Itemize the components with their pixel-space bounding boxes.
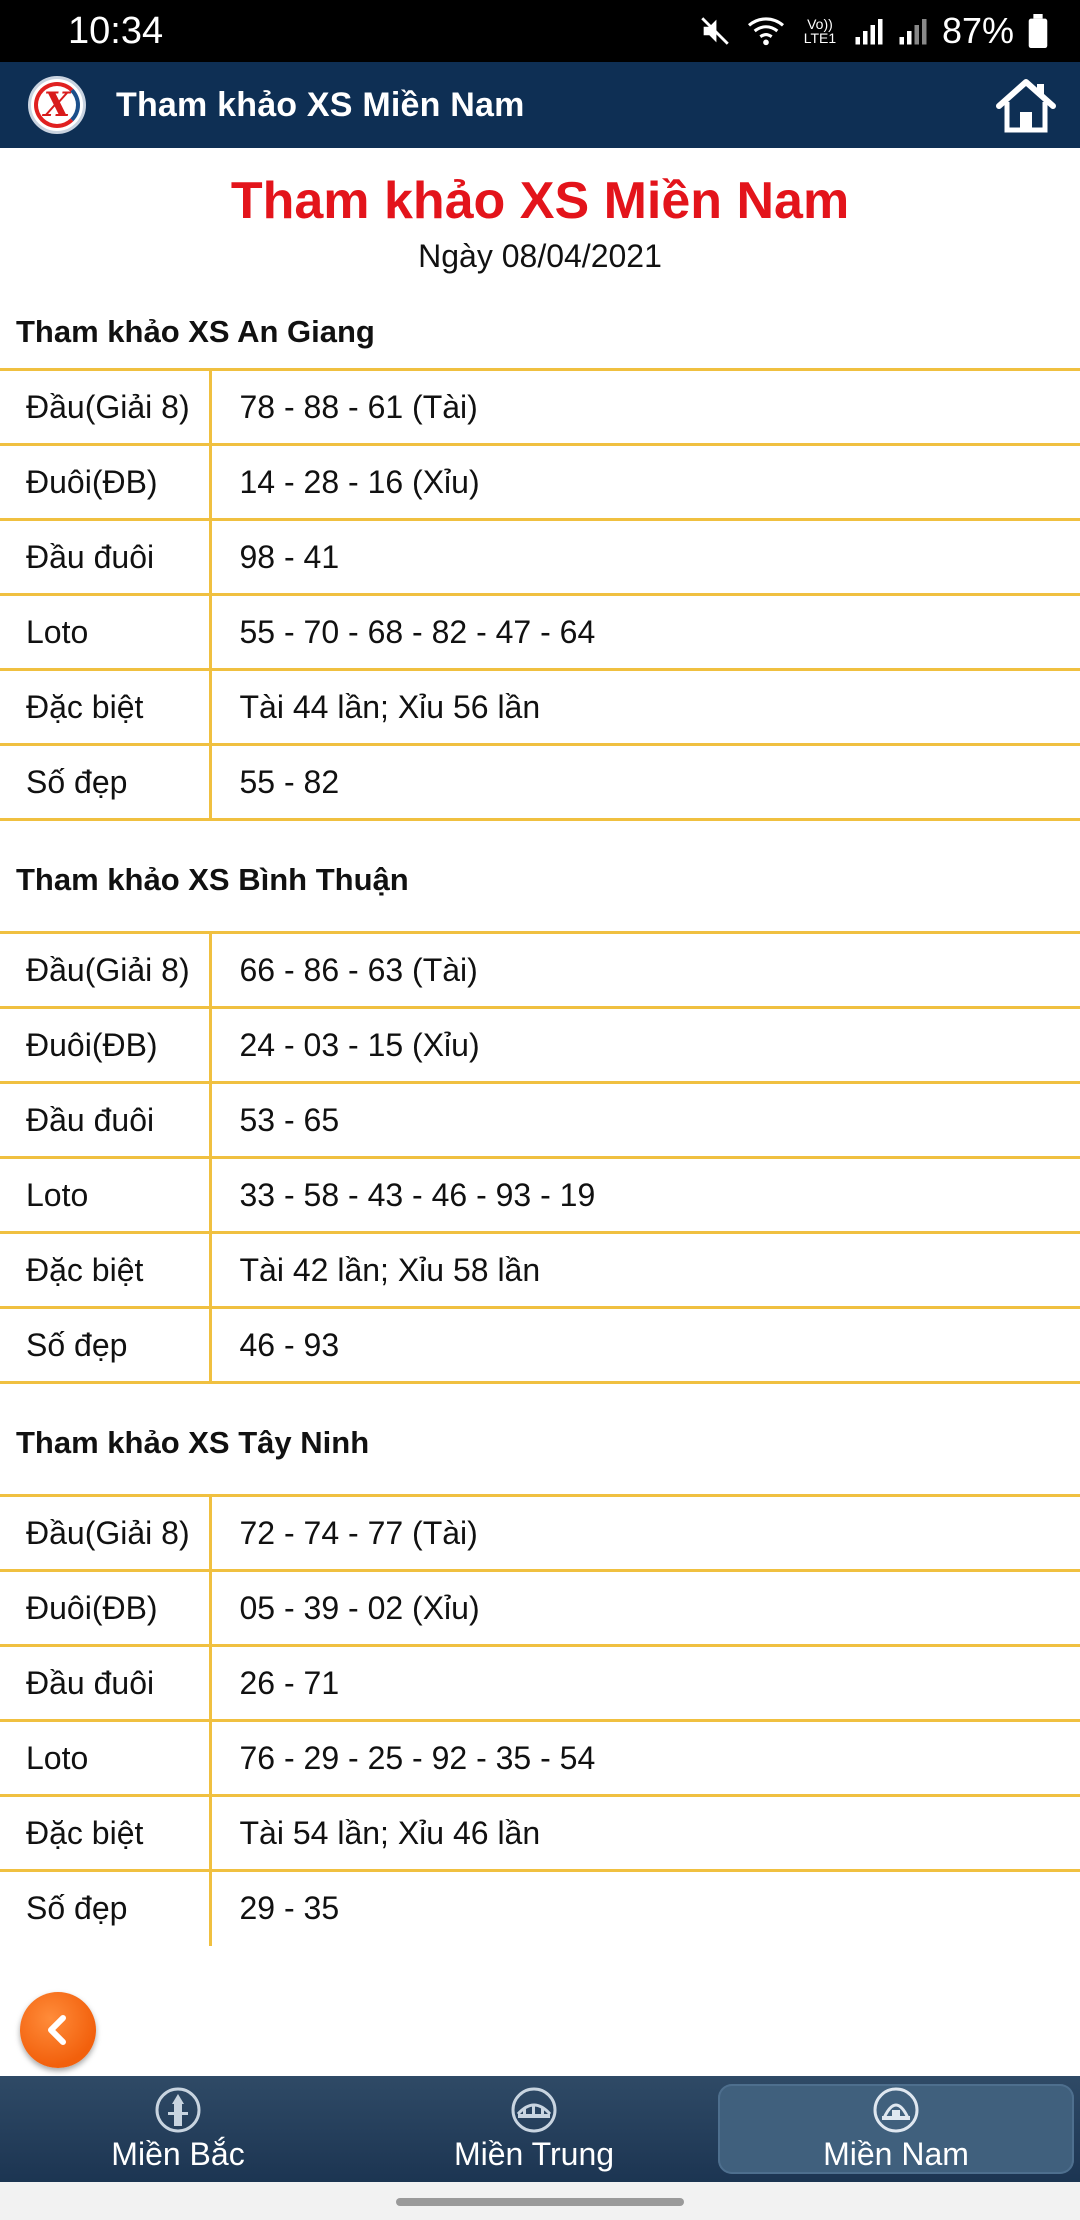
chevron-left-icon bbox=[38, 2010, 78, 2050]
table-row bbox=[0, 595, 1080, 670]
row-value: 76 - 29 - 25 - 92 - 35 - 54 bbox=[210, 1721, 1080, 1796]
row-label: Số đẹp bbox=[0, 745, 210, 820]
row-value: 55 - 82 bbox=[210, 745, 1080, 820]
central-region-icon bbox=[510, 2086, 558, 2134]
table-row bbox=[0, 520, 1080, 595]
row-value: 66 - 86 - 63 (Tài) bbox=[210, 933, 1080, 1008]
home-icon bbox=[995, 76, 1057, 134]
row-value: 05 - 39 - 02 (Xỉu) bbox=[210, 1571, 1080, 1646]
table-row bbox=[0, 933, 1080, 1008]
row-label: Loto bbox=[0, 595, 210, 670]
row-label: Đầu đuôi bbox=[0, 1646, 210, 1721]
table-row bbox=[0, 1008, 1080, 1083]
table-row bbox=[0, 445, 1080, 520]
row-value: 26 - 71 bbox=[210, 1646, 1080, 1721]
nav-mien-nam[interactable] bbox=[718, 2084, 1074, 2174]
app-header bbox=[0, 62, 1080, 148]
signal-2-icon bbox=[898, 16, 928, 46]
table-row bbox=[0, 1571, 1080, 1646]
table-row bbox=[0, 1233, 1080, 1308]
row-label: Đuôi(ĐB) bbox=[0, 1008, 210, 1083]
row-label: Đầu đuôi bbox=[0, 1083, 210, 1158]
row-label: Đặc biệt bbox=[0, 1796, 210, 1871]
row-label: Số đẹp bbox=[0, 1308, 210, 1383]
row-value: 55 - 70 - 68 - 82 - 47 - 64 bbox=[210, 595, 1080, 670]
row-value: 72 - 74 - 77 (Tài) bbox=[210, 1496, 1080, 1571]
status-icons bbox=[698, 10, 1048, 52]
section-title-binh-thuan: Tham khảo XS Bình Thuận bbox=[16, 862, 409, 897]
row-value: Tài 42 lần; Xỉu 58 lần bbox=[210, 1233, 1080, 1308]
row-label: Đuôi(ĐB) bbox=[0, 1571, 210, 1646]
row-value: 24 - 03 - 15 (Xỉu) bbox=[210, 1008, 1080, 1083]
row-label: Loto bbox=[0, 1158, 210, 1233]
results-table-an-giang bbox=[0, 368, 1080, 821]
battery-percent: 87% bbox=[941, 10, 1014, 51]
status-time: 10:34 bbox=[68, 9, 164, 52]
back-button[interactable] bbox=[20, 1992, 96, 2068]
nav-mien-bac[interactable] bbox=[0, 2076, 356, 2182]
row-label: Đầu đuôi bbox=[0, 520, 210, 595]
table-row bbox=[0, 670, 1080, 745]
table-row bbox=[0, 1646, 1080, 1721]
nav-label: Miền Bắc bbox=[111, 2135, 245, 2172]
battery-icon bbox=[1028, 14, 1048, 48]
home-button[interactable] bbox=[992, 71, 1060, 139]
app-title: Tham khảo XS Miền Nam bbox=[116, 85, 525, 124]
row-value: 33 - 58 - 43 - 46 - 93 - 19 bbox=[210, 1158, 1080, 1233]
row-value: 53 - 65 bbox=[210, 1083, 1080, 1158]
table-row bbox=[0, 1496, 1080, 1571]
row-value: Tài 44 lần; Xỉu 56 lần bbox=[210, 670, 1080, 745]
row-label: Đầu(Giải 8) bbox=[0, 370, 210, 445]
table-row bbox=[0, 1308, 1080, 1383]
section-title-tay-ninh: Tham khảo XS Tây Ninh bbox=[16, 1425, 370, 1460]
nav-label: Miền Trung bbox=[453, 2135, 615, 2172]
row-label: Số đẹp bbox=[0, 1871, 210, 1946]
row-value: 46 - 93 bbox=[210, 1308, 1080, 1383]
app-logo-icon: X bbox=[28, 76, 86, 134]
row-value: 29 - 35 bbox=[210, 1871, 1080, 1946]
row-value: Tài 54 lần; Xỉu 46 lần bbox=[210, 1796, 1080, 1871]
table-row bbox=[0, 1871, 1080, 1946]
gesture-area bbox=[0, 2182, 1080, 2220]
bottom-nav bbox=[0, 2076, 1080, 2182]
nav-mien-trung[interactable] bbox=[356, 2076, 712, 2182]
south-region-icon bbox=[872, 2086, 920, 2134]
network-label: Vo)) LTE1 bbox=[803, 16, 837, 46]
row-label: Loto bbox=[0, 1721, 210, 1796]
nav-label: Miền Nam bbox=[823, 2135, 969, 2172]
status-bar bbox=[0, 0, 1080, 62]
row-value: 14 - 28 - 16 (Xỉu) bbox=[210, 445, 1080, 520]
north-region-icon bbox=[154, 2086, 202, 2134]
section-title-an-giang: Tham khảo XS An Giang bbox=[16, 314, 375, 349]
table-row bbox=[0, 370, 1080, 445]
page-date: Ngày 08/04/2021 bbox=[418, 238, 662, 274]
table-row bbox=[0, 1721, 1080, 1796]
content bbox=[0, 148, 1080, 1946]
row-label: Đuôi(ĐB) bbox=[0, 445, 210, 520]
table-row bbox=[0, 1796, 1080, 1871]
home-gesture-handle[interactable] bbox=[396, 2198, 684, 2206]
mute-icon bbox=[698, 14, 732, 48]
row-value: 78 - 88 - 61 (Tài) bbox=[210, 370, 1080, 445]
row-value: 98 - 41 bbox=[210, 520, 1080, 595]
table-row bbox=[0, 1083, 1080, 1158]
row-label: Đặc biệt bbox=[0, 670, 210, 745]
signal-icon bbox=[854, 16, 884, 46]
table-row bbox=[0, 1158, 1080, 1233]
results-table-tay-ninh bbox=[0, 1494, 1080, 1946]
row-label: Đặc biệt bbox=[0, 1233, 210, 1308]
table-row bbox=[0, 745, 1080, 820]
wifi-icon bbox=[746, 14, 786, 48]
row-label: Đầu(Giải 8) bbox=[0, 933, 210, 1008]
row-label: Đầu(Giải 8) bbox=[0, 1496, 210, 1571]
results-table-binh-thuan bbox=[0, 931, 1080, 1384]
page-title: Tham khảo XS Miền Nam bbox=[230, 172, 850, 230]
